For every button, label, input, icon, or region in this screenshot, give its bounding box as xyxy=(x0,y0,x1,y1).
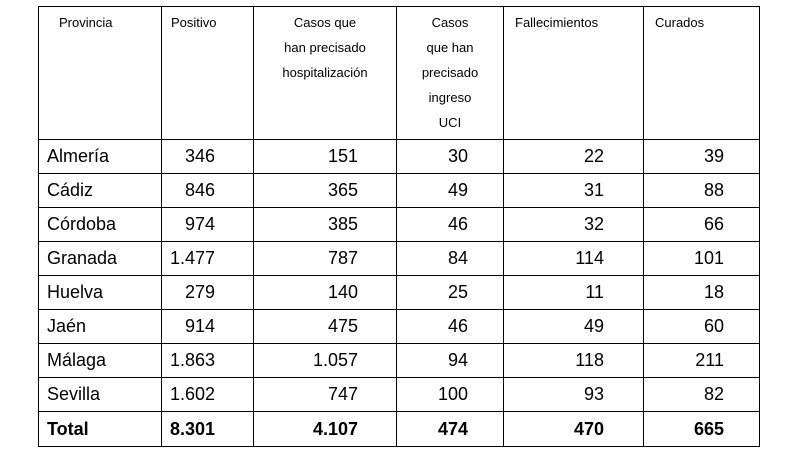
cell-provincia: Cádiz xyxy=(39,174,162,208)
cell-positivo: 914 xyxy=(162,310,254,344)
cell-uci: 46 xyxy=(397,208,504,242)
cell-uci: 84 xyxy=(397,242,504,276)
cell-provincia: Málaga xyxy=(39,344,162,378)
cell-hospitalizacion: 475 xyxy=(254,310,397,344)
header-provincia: Provincia xyxy=(39,7,162,140)
covid-table xyxy=(38,6,760,447)
header-uci-line: ingreso xyxy=(428,90,472,105)
table-row xyxy=(39,208,760,242)
cell-provincia: Granada xyxy=(39,242,162,276)
cell-fallecimientos: 32 xyxy=(504,208,644,242)
cell-curados: 18 xyxy=(644,276,760,310)
cell-provincia: Córdoba xyxy=(39,208,162,242)
cell-provincia: Sevilla xyxy=(39,378,162,412)
header-hospitalizacion-line: Casos que xyxy=(293,15,357,30)
cell-curados: 101 xyxy=(644,242,760,276)
header-curados: Curados xyxy=(644,7,760,140)
total-label: Total xyxy=(39,412,162,447)
cell-fallecimientos: 31 xyxy=(504,174,644,208)
cell-curados: 82 xyxy=(644,378,760,412)
cell-positivo: 1.863 xyxy=(162,344,254,378)
cell-fallecimientos: 118 xyxy=(504,344,644,378)
cell-provincia: Jaén xyxy=(39,310,162,344)
cell-positivo: 1.477 xyxy=(162,242,254,276)
cell-positivo: 846 xyxy=(162,174,254,208)
cell-hospitalizacion: 747 xyxy=(254,378,397,412)
cell-uci: 25 xyxy=(397,276,504,310)
cell-fallecimientos: 11 xyxy=(504,276,644,310)
cell-fallecimientos: 114 xyxy=(504,242,644,276)
header-uci-line: precisado xyxy=(421,65,479,80)
cell-curados: 211 xyxy=(644,344,760,378)
table-row xyxy=(39,310,760,344)
total-row xyxy=(39,412,760,447)
cell-curados: 66 xyxy=(644,208,760,242)
cell-hospitalizacion: 140 xyxy=(254,276,397,310)
table-row xyxy=(39,344,760,378)
header-row xyxy=(39,7,760,140)
header-uci-line: Casos xyxy=(431,15,469,30)
cell-curados: 60 xyxy=(644,310,760,344)
cell-hospitalizacion: 1.057 xyxy=(254,344,397,378)
cell-provincia: Almería xyxy=(39,140,162,174)
total-hospitalizacion: 4.107 xyxy=(254,412,397,447)
cell-uci: 49 xyxy=(397,174,504,208)
cell-positivo: 346 xyxy=(162,140,254,174)
table-row xyxy=(39,174,760,208)
cell-hospitalizacion: 365 xyxy=(254,174,397,208)
cell-hospitalizacion: 385 xyxy=(254,208,397,242)
cell-curados: 88 xyxy=(644,174,760,208)
cell-positivo: 1.602 xyxy=(162,378,254,412)
cell-hospitalizacion: 787 xyxy=(254,242,397,276)
cell-positivo: 279 xyxy=(162,276,254,310)
total-curados: 665 xyxy=(644,412,760,447)
cell-provincia: Huelva xyxy=(39,276,162,310)
header-hospitalizacion-line: han precisado xyxy=(284,40,366,55)
cell-uci: 94 xyxy=(397,344,504,378)
cell-positivo: 974 xyxy=(162,208,254,242)
header-positivo: Positivo xyxy=(162,7,254,140)
cell-uci: 46 xyxy=(397,310,504,344)
cell-fallecimientos: 49 xyxy=(504,310,644,344)
header-hospitalizacion-line: hospitalización xyxy=(282,65,368,80)
total-uci: 474 xyxy=(397,412,504,447)
table-row xyxy=(39,276,760,310)
header-uci xyxy=(397,7,504,140)
table-row xyxy=(39,140,760,174)
table-row xyxy=(39,242,760,276)
total-fallecimientos: 470 xyxy=(504,412,644,447)
table-row xyxy=(39,378,760,412)
cell-fallecimientos: 93 xyxy=(504,378,644,412)
header-hospitalizacion xyxy=(254,7,397,140)
total-positivo: 8.301 xyxy=(162,412,254,447)
header-uci-line: UCI xyxy=(438,115,462,130)
header-fallecimientos: Fallecimientos xyxy=(504,7,644,140)
header-uci-line: que han xyxy=(426,40,474,55)
cell-fallecimientos: 22 xyxy=(504,140,644,174)
cell-uci: 100 xyxy=(397,378,504,412)
cell-curados: 39 xyxy=(644,140,760,174)
cell-uci: 30 xyxy=(397,140,504,174)
cell-hospitalizacion: 151 xyxy=(254,140,397,174)
